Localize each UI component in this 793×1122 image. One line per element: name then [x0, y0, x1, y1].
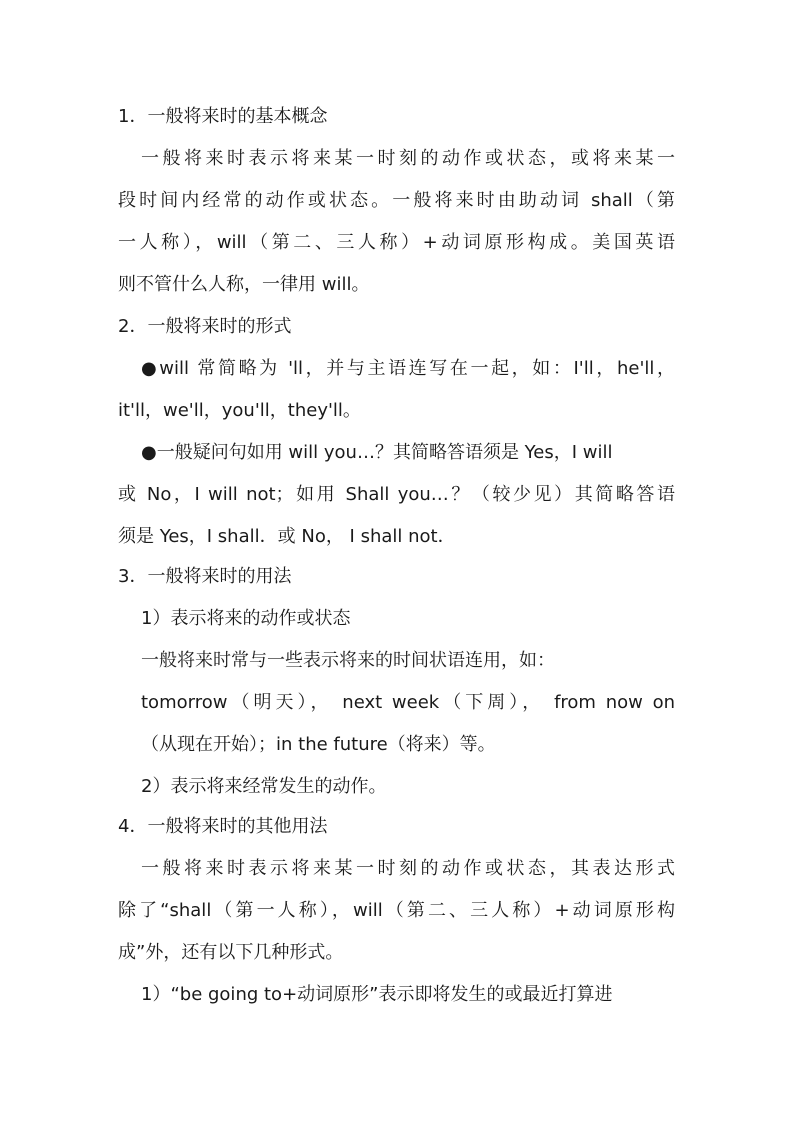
sub-heading: 1）表示将来的动作或状态	[141, 608, 351, 629]
section-heading-2: 2．一般将来时的形式	[118, 316, 292, 337]
paragraph-line: 段时间内经常的动作或状态。一般将来时由助动词 shall（第	[118, 190, 675, 211]
sub-heading: 2）表示将来经常发生的动作。	[141, 776, 387, 797]
paragraph-line: 须是 Yes，I shall．或 No， I shall not．	[118, 526, 456, 547]
section-heading-4: 4．一般将来时的其他用法	[118, 816, 328, 837]
paragraph-line: 一般将来时常与一些表示将来的时间状语连用，如：	[141, 650, 555, 671]
section-heading-1: 1．一般将来时的基本概念	[118, 106, 328, 127]
section-heading-3: 3．一般将来时的用法	[118, 566, 292, 587]
paragraph-line: 一人称），will（第二、三人称）+动词原形构成。美国英语	[118, 232, 675, 253]
paragraph-line: 则不管什么人称，一律用 will。	[118, 274, 370, 295]
paragraph-line: 成”外，还有以下几种形式。	[118, 942, 344, 963]
bullet-line: ●一般疑问句如用 will you…？其简略答语须是 Yes，I will	[141, 442, 613, 463]
paragraph-line: tomorrow（明天）， next week（下周）， from now on	[141, 692, 675, 713]
paragraph-line: （从现在开始）；in the future（将来）等。	[141, 734, 496, 755]
paragraph-line: 一般将来时表示将来某一时刻的动作或状态，其表达形式	[141, 858, 675, 879]
paragraph-line: it'll，we'll，you'll，they'll。	[118, 400, 361, 421]
sub-heading: 1）“be going to+动词原形”表示即将发生的或最近打算进	[141, 984, 613, 1005]
bullet-line: ●will 常简略为 'll，并与主语连写在一起，如：I'll，he'll，	[141, 358, 675, 379]
paragraph-line: 一般将来时表示将来某一时刻的动作或状态，或将来某一	[141, 148, 675, 169]
paragraph-line: 除了“shall（第一人称），will（第二、三人称）+动词原形构	[118, 900, 675, 921]
paragraph-line: 或 No，I will not；如用 Shall you…？（较少见）其简略答语	[118, 484, 675, 505]
